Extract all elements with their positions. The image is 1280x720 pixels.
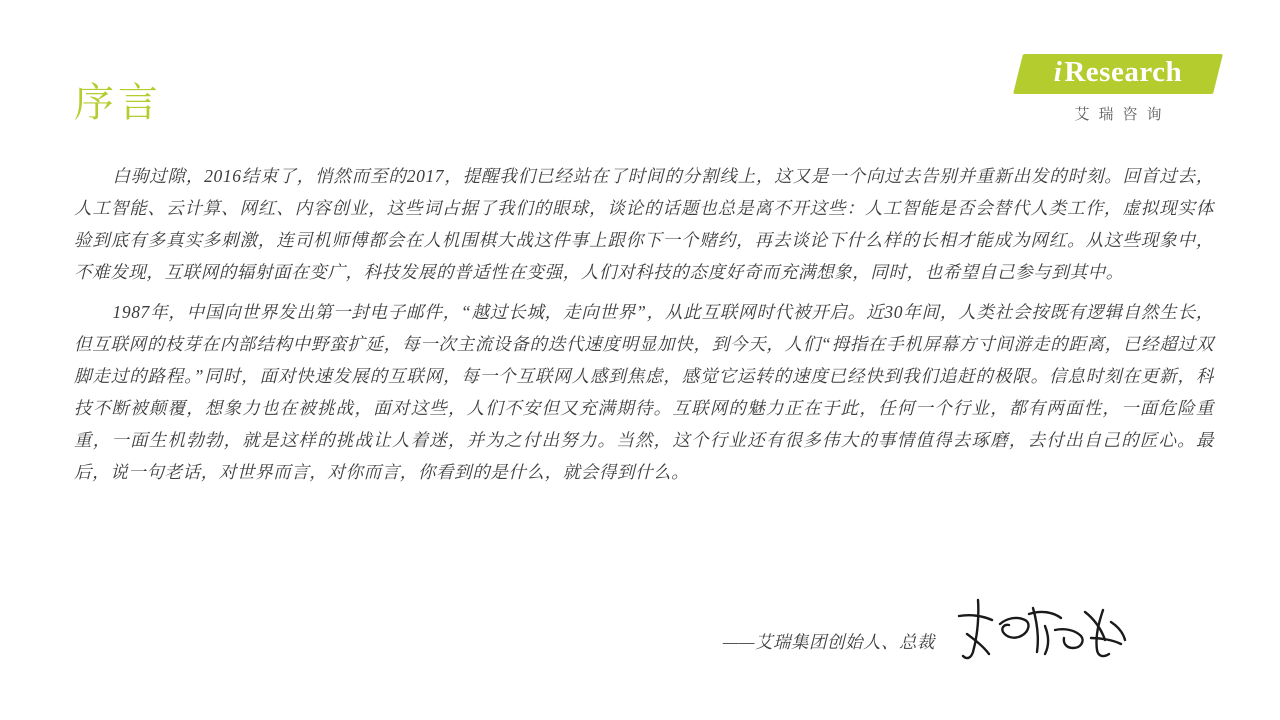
preface-body [74,160,1214,496]
signature-block [723,594,1130,658]
logo-mark [1018,48,1218,96]
page-title: 序言 [74,79,162,125]
logo-letter-i: i [1053,55,1063,88]
logo-wordmark [1018,48,1218,96]
paragraph-2: 1987年，中国向世界发出第一封电子邮件，“越过长城，走向世界”，从此互联网时代被开启。近30年间，人类社会按既有逻辑自然生长，但互联网的枝芽在内部结构中野蛮扩延，每一次主流设备的迭代速度明显加快，到今天，人们“拇指在手机屏幕方寸间游走的距离，已经超过双脚走过的路程。”同时，面对快速发展的互联网，每一个互联网人感到焦虑，感觉它运转的速度已经快到我们追赶的极限。信息时刻在更新，科技不断被颠覆，想象力也在被挑战，面对这些，人们不安但又充满期待。互联网的魅力正在于此，任何一个行业，都有两面性，一面危险重重，一面生机勃勃，就是这样的挑战让人着迷，并为之付出努力。当然，这个行业还有很多伟大的事情值得去琢磨，去付出自己的匠心。最后，说一句老话，对世界而言，对你而言，你看到的是什么，就会得到什么。 [74,302,1214,482]
logo-research-text: Research [1064,55,1183,88]
brand-logo [1018,48,1218,138]
signature-attribution: ——艾瑞集团创始人、总裁 [722,632,935,652]
handwritten-signature-icon [945,594,1130,666]
logo-chinese-name: 艾瑞咨询 [1074,106,1171,123]
paragraph-1: 白驹过隙，2016结束了，悄然而至的2017，提醒我们已经站在了时间的分割线上，这又是一个向过去告别并重新出发的时刻。回首过去，人工智能、云计算、网红、内容创业，这些词占据了我们的眼球，谈论的话题也总是离不开这些：人工智能是否会替代人类工作，虚拟现实体验到底有多真实多刺激，连司机师傅都会在人机围棋大战这件事上跟你下一个赌约，再去谈论下什么样的长相才能成为网红。从这些现象中，不难发现，互联网的辐射面在变广，科技发展的普适性在变强，人们对科技的态度好奇而充满想象，同时，也希望自己参与到其中。 [74,166,1214,282]
